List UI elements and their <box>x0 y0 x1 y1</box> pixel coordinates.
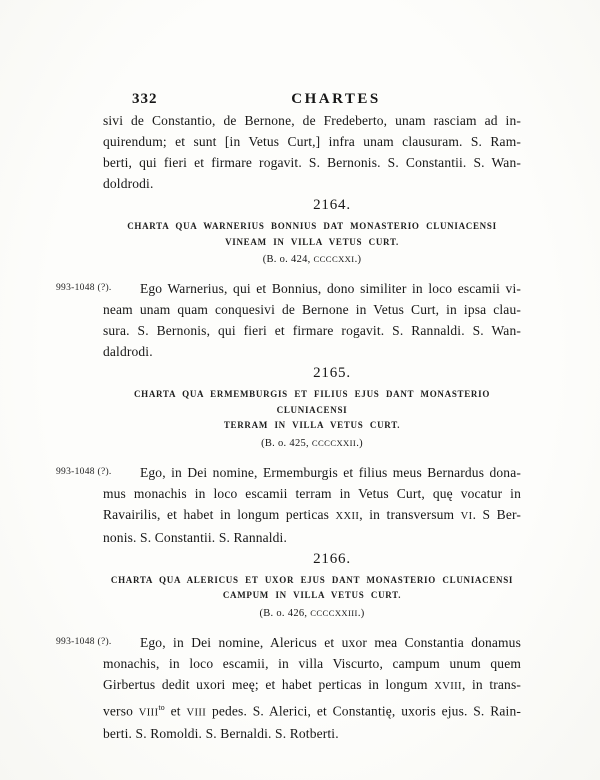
paragraph-line: quirendum; et sunt [in Vetus Curt,] infra unam clausuram. S. Ram- <box>103 134 521 149</box>
paragraph-line: sura. S. Bernonis, qui fieri et firmare rogavit. S. Rannaldi. S. Wan- <box>103 323 521 338</box>
paragraph-line: verso $VIII^{to}$ et VIII pedes. S. Alerici, et Constantię, uxoris ejus. S. Rain- <box>103 702 521 718</box>
page-number: 332 <box>132 91 158 107</box>
section-body <box>56 278 521 362</box>
paragraph-line: sivi de Constantio, de Bernone, de Fredeberto, unam rasciam ad in- <box>103 113 521 128</box>
section-title-line: TERRAM IN VILLA VETUS CURT. <box>223 420 401 430</box>
section-number: 2166. <box>313 550 351 567</box>
charter-section-2164 <box>56 197 521 362</box>
section-title-line: CAMPUM IN VILLA VETUS CURT. <box>222 590 402 600</box>
section-number: 2165. <box>313 365 351 381</box>
section-reference: (B. o. 426, CCCCXXIII.) <box>259 607 365 619</box>
section-body <box>56 462 521 548</box>
paragraph-line: Ego, in Dei nomine, Ermemburgis et filius meus Bernardus dona- <box>140 464 521 480</box>
paragraph-line: berti. S. Romoldi. S. Bernaldi. S. Rotberti. <box>103 726 339 741</box>
continuation-paragraph <box>103 110 521 194</box>
section-number: 2164. <box>313 197 351 213</box>
section-title-line: CHARTA QUA ERMEMBURGIS ET FILIUS EJUS DANT MONASTERIO CLUNIACENSI <box>133 389 491 415</box>
section-title <box>103 219 521 250</box>
section-reference: (B. o. 425, CCCCXXII.) <box>261 437 363 449</box>
section-title <box>103 573 521 604</box>
paragraph-line: neam unam quam conquesivi de Bernone in Vetus Curt, in ipsa clau- <box>103 302 521 317</box>
paragraph-line: Ravairilis, et habet in longum perticas XXII, in transversum VI. S Ber- <box>103 506 521 522</box>
paragraph-line: doldrodi. <box>103 176 154 191</box>
paragraph-line: daldrodi. <box>103 344 153 359</box>
section-title-line: VINEAM IN VILLA VETUS CURT. <box>225 236 399 247</box>
paragraph-line: Ego Warnerius, qui et Bonnius, dono similiter in loco escamii vi- <box>140 281 521 296</box>
charter-section-2166 <box>56 550 522 745</box>
paragraph-line: monachis, in loco escamii, in villa Viscurto, campum unum quem <box>103 655 521 671</box>
section-title-line: CHARTA QUA WARNERIUS BONNIUS DAT MONASTERIO CLUNIACENSI <box>127 221 497 231</box>
paragraph-line: Girbertus dedit uxori meę; et habet perticas in longum XVIII, in trans- <box>103 676 522 692</box>
paragraph-line: mus monachis in loco escamii terram in Vetus Curt, quę vocatur in <box>103 485 521 501</box>
margin-date: 993-1048 (?). <box>56 466 112 477</box>
running-head: CHARTES <box>291 91 381 107</box>
paragraph-line: nonis. S. Constantii. S. Rannaldi. <box>103 529 287 545</box>
paragraph-line: Ego, in Dei nomine, Alericus et uxor mea Constantia donamus <box>140 634 521 650</box>
section-title <box>103 387 521 434</box>
page-header <box>0 91 600 109</box>
margin-date: 993-1048 (?). <box>56 283 112 293</box>
paragraph-line: berti, qui fieri et firmare rogavit. S. Bernonis. S. Constantii. S. Wan- <box>103 155 521 170</box>
text-block <box>56 110 522 744</box>
margin-date: 993-1048 (?). <box>56 636 112 647</box>
section-reference: (B. o. 424, CCCCXXI.) <box>262 254 362 265</box>
charter-section-2165 <box>56 365 521 548</box>
section-title-line: CHARTA QUA ALERICUS ET UXOR EJUS DANT MONASTERIO CLUNIACENSI <box>110 574 514 585</box>
section-body <box>56 632 522 745</box>
